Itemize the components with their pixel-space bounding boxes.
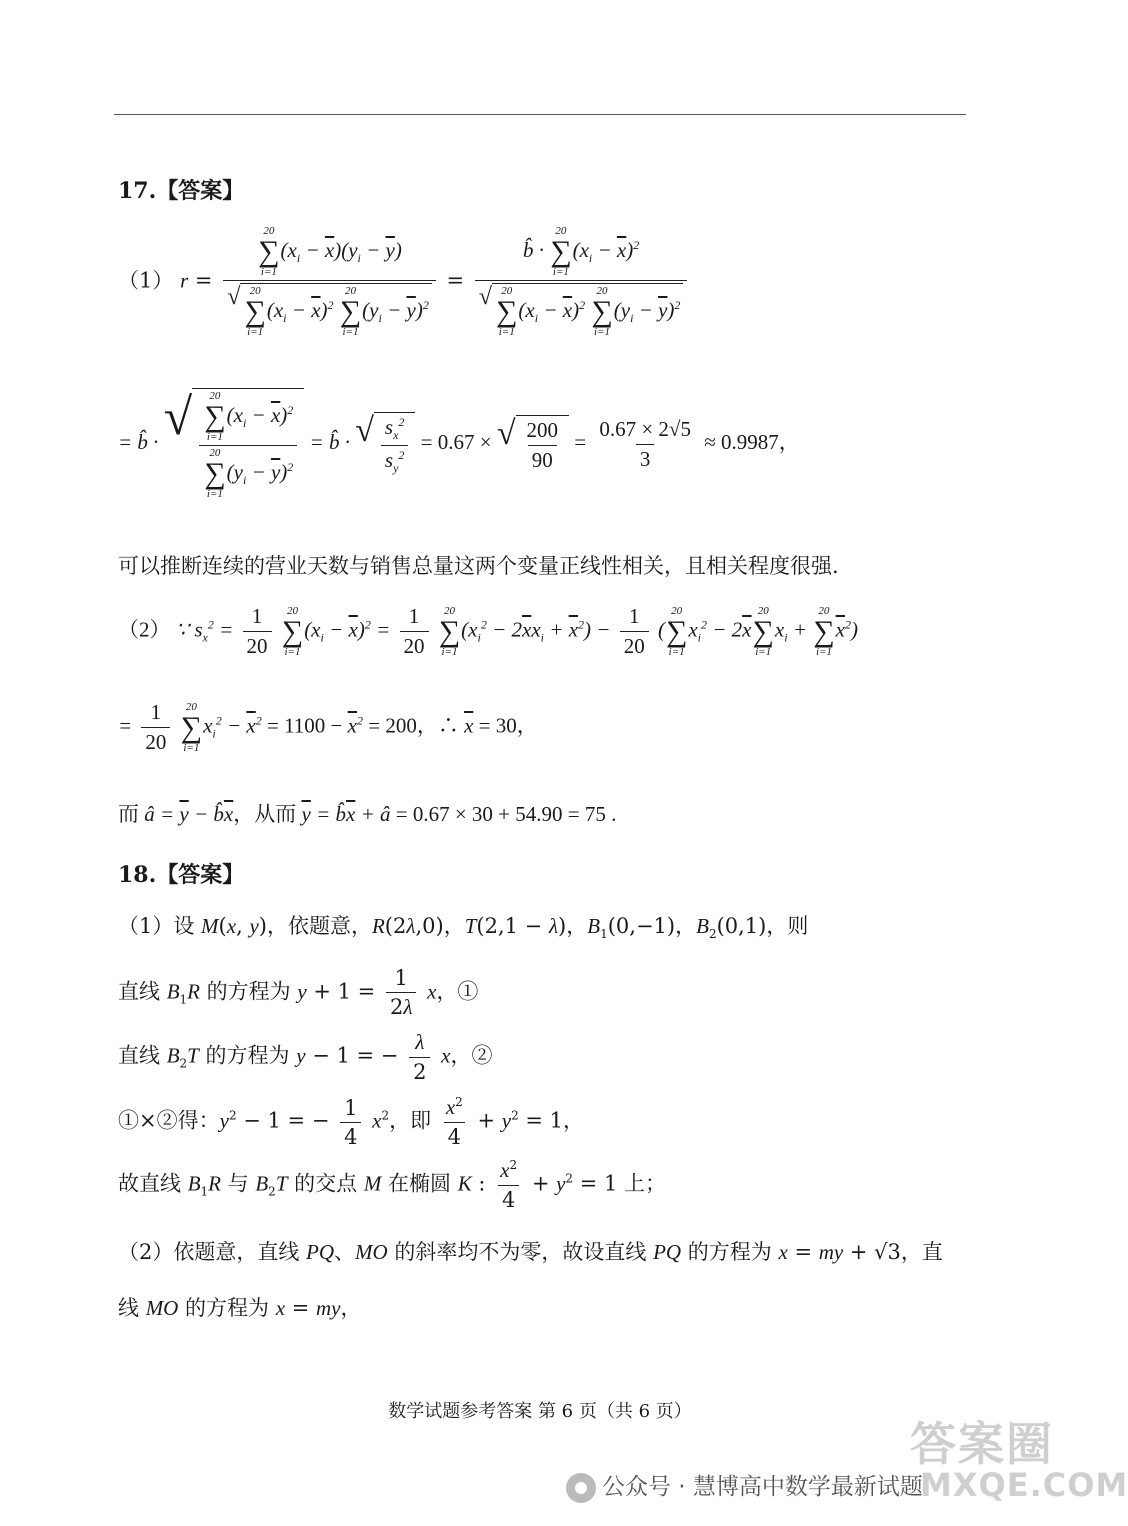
page-footer: 数学试题参考答案 第 6 页（共 6 页）	[388, 1401, 692, 1422]
q18-line-3: 直线 $B_2T$ 的方程为 y − 1 = − $\frac{\lambda}{2}$ x，②	[118, 1030, 493, 1084]
q18-line-1: （1）设 M(x, y)，依题意，R(2λ,0)，T(2,1 − λ)，$B_1(0,-1)$，$B_2(0,1)$，则	[118, 914, 809, 942]
q17-p2-label: （2）	[118, 617, 171, 642]
q17-heading: 17.【答案】	[118, 178, 245, 204]
stamp-title: 答案圈	[910, 1417, 1054, 1471]
r-fraction-2: b̂ · 20 ∑ i=1 $(x_i - \overline{x})^2$ √ 20 ∑ i=1 $(x_i - \overline{x})^2$ 20 ∑ i=1 $(y_i - \overline{y})^2$	[475, 226, 688, 338]
q17-p1-label: （1）	[118, 268, 174, 293]
q17-p1-formula-1: （1） r = 20 ∑ i=1 $(x_i - \overline{x})(y_i - \overline{y})$ √ 20 ∑ i=1 $(x_i - \overline{x})^2$ 20 ∑ i=1 $(y_i - \overline{y})^2$ = b̂ · 20 ∑ i=1 $(x_i - \overline{x})^2$ √ 20 ∑ i=1 $(x_i - \overline{x})^2$ 20 ∑ i=1 $(y_i - \overline{y})^2$	[118, 226, 691, 338]
r-fraction-1: 20 ∑ i=1 $(x_i - \overline{x})(y_i - \overline{y})$ √ 20 ∑ i=1 $(x_i - \overline{x})^2$ 20 ∑ i=1 $(y_i - \overline{y})^2$	[223, 226, 436, 338]
q17-p1-formula-2: = b̂ · √ 20 ∑ i=1 $(x_i - \overline{x})^2$ 20 ∑ i=1 $(y_i - \overline{y})^2$ = b̂ · √ $\frac{s_x^2}{s_y^2}$ = 0.67 × √ $\frac{200}{90}$ = $\frac{0.67 \times 2√5}{3}$ ≈ 0.9987，	[118, 389, 800, 500]
site-stamp	[900, 1400, 1128, 1520]
watermark-text: 公众号 · 慧博高中数学最新试题	[602, 1474, 923, 1500]
q17-p2-formula-3: 而 â = $\overline{y}$ − $b̂\overline{x}$，从而 $\overline{y}$ = $b̂\overline{x}$ + â = 0.67 × 30 + 54.90 = 75 .	[118, 802, 617, 826]
q18-heading: 18.【答案】	[118, 862, 245, 888]
header-rule	[114, 114, 966, 115]
stamp-url: MXQE.COM	[920, 1466, 1128, 1504]
wechat-logo-icon	[566, 1473, 596, 1503]
q17-conclusion: 可以推断连续的营业天数与销售总量这两个变量正线性相关，且相关程度很强.	[118, 554, 839, 578]
q17-p2-formula-2: = $\frac{1}{20}$ 20 ∑ i=1 $x_i^2 - \overline{x}^2 = 1100 - \overline{x}^2 = 200$，∴ $\overline{x} = 30$，	[118, 700, 538, 754]
q18-line-4: ①×②得：$y^2 - 1$ = − $\frac{1}{4}$ $x^2$，即 $\frac{x^2}{4}$ + $y^2 = 1$，	[118, 1095, 585, 1149]
q18-line-6: （2）依题意，直线 PQ、MO 的斜率均不为零，故设直线 PQ 的方程为 x = my + √3，直	[118, 1240, 943, 1264]
q18-line-7: 线 MO 的方程为 x = my，	[118, 1296, 362, 1320]
watermark	[566, 1468, 923, 1503]
q17-p2-formula-1: （2） ∵ $s_x^2$ = $\frac{1}{20}$ 20 ∑ i=1 $(x_i - \overline{x})^2$ = $\frac{1}{20}$ 20 ∑ i=1 $(x_i^2 - 2\overline{x}x_i + \overline{x}^2)$ − $\frac{1}{20}$ ( 20 ∑ i=1 $x_i^2 - 2\overline{x}$ 20 ∑ i=1 $x_i$ + 20 ∑ i=1 $\overline{x}^2$)	[118, 604, 858, 658]
q18-line-5: 故直线 $B_1R$ 与 $B_2T$ 的交点 M 在椭圆 K : $\frac{x^2}{4}$ + $y^2 = 1$ 上；	[118, 1158, 667, 1212]
q18-line-2: 直线 $B_1R$ 的方程为 y + 1 = $\frac{1}{2\lambda}$ x，①	[118, 966, 479, 1019]
r-symbol: r	[180, 268, 189, 293]
